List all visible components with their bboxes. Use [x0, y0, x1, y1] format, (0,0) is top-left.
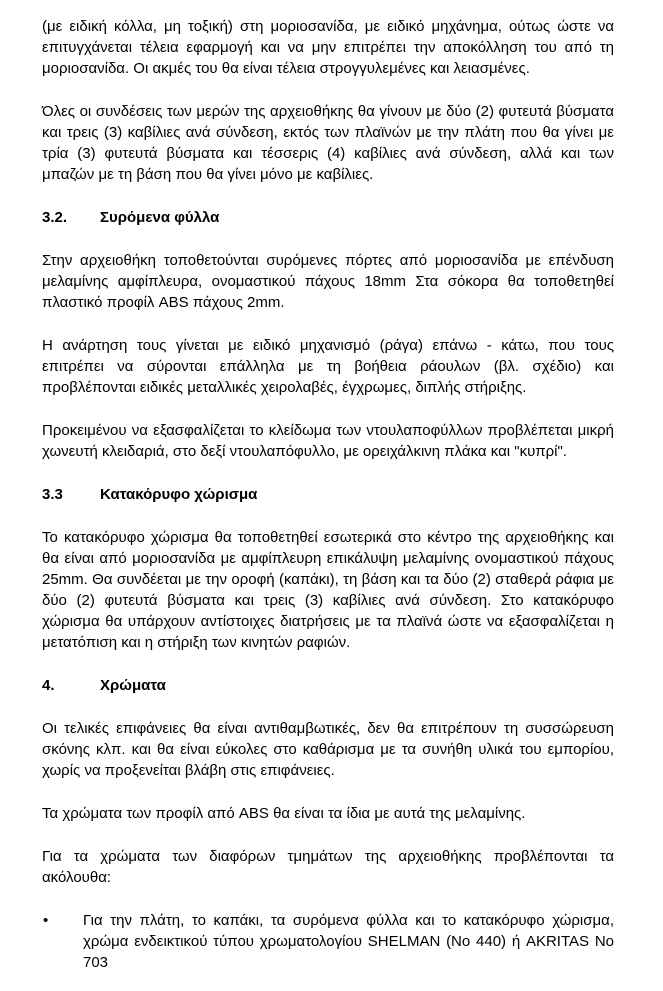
- paragraph-vertical-partition: Το κατακόρυφο χώρισμα θα τοποθετηθεί εσωτερικά στο κέντρο της αρχειοθήκης και θα είναι από μοριοσανίδα με αμφίπλευρη επικάλυψη μελαμίνης ονομαστικού πάχους 25mm. Θα συνδέεται με την οροφή (καπάκι), τη βάση και τα δύο (2) σταθερά ράφια με δύο (2) φυτευτά βύσματα και τρεις (3) καβίλιες ανά σύνδεση. Στο κατακόρυφο χώρισμα θα υπάρχουν αντίστοιχες διατρήσεις με τα πλαϊνά ώστε να εξασφαλίζεται η μετατόπιση και η στήριξη των κινητών ραφιών.: [42, 529, 614, 651]
- section-heading-3-2: [42, 207, 614, 228]
- paragraph-sliding-doors: Στην αρχειοθήκη τοποθετούνται συρόμενες πόρτες από μοριοσανίδα με επένδυση μελαμίνης αμφίπλευρα, ονομαστικού πάχους 18mm Στα σόκορα θα τοποθετηθεί πλαστικό προφίλ ABS πάχους 2mm.: [42, 252, 614, 311]
- paragraph-colors-intro: Για τα χρώματα των διαφόρων τμημάτων της αρχειοθήκης προβλέπονται τα ακόλουθα:: [42, 848, 614, 886]
- section-title: Συρόμενα φύλλα: [100, 209, 220, 226]
- paragraph-abs-colors: Τα χρώματα των προφίλ από ABS θα είναι τα ίδια με αυτά της μελαμίνης.: [42, 805, 526, 822]
- paragraph-connections: Όλες οι συνδέσεις των μερών της αρχειοθήκης θα γίνουν με δύο (2) φυτευτά βύσματα και τρεις (3) καβίλιες ανά σύνδεση, εκτός των πλαϊνών με την πλάτη που θα γίνει με τρία (3) φυτευτά βύσματα και τέσσερις (4) καβίλιες ανά σύνδεση, αλλά και των μπαζών με τη βάση που θα γίνει μόνο με καβίλιες.: [42, 103, 614, 183]
- section-title: Κατακόρυφο χώρισμα: [100, 486, 258, 503]
- document-page: [42, 16, 614, 973]
- section-number: 4.: [42, 677, 55, 694]
- section-heading-4: [42, 675, 614, 696]
- section-number: 3.3: [42, 486, 63, 503]
- bullet-icon: •: [43, 912, 49, 929]
- section-title: Χρώματα: [100, 677, 166, 694]
- section-number: 3.2.: [42, 209, 68, 226]
- paragraph-door-mechanism: Η ανάρτηση τους γίνεται με ειδικό μηχανισμό (ράγα) επάνω - κάτω, που τους επιτρέπει να σύρονται επάλληλα με τη βοήθεια ράουλων (βλ. σχέδιο) και προβλέπονται ειδικές μεταλλικές χειρολαβές, έγχρωμες, διπλής στήριξης.: [42, 337, 614, 396]
- paragraph-edge-banding: (με ειδική κόλλα, μη τοξική) στη μοριοσανίδα, με ειδικό μηχάνημα, ούτως ώστε να επιτυγχάνεται τέλεια εφαρμογή και να μην επιτρέπει την αποκόλληση του από τη μοριοσανίδα. Οι ακμές του θα είναι τέλεια στρογγυλεμένες και λειασμένες.: [42, 18, 614, 77]
- section-heading-3-3: [42, 484, 614, 505]
- list-item-text: Για την πλάτη, το καπάκι, τα συρόμενα φύλλα και το κατακόρυφο χώρισμα, χρώμα ενδεικτικού τύπου χρωματολογίου SHELMAN (No 440) ή AKRITAS No 703: [83, 912, 614, 971]
- list-item: [42, 910, 614, 973]
- paragraph-lock: Προκειμένου να εξασφαλίζεται το κλείδωμα των ντουλαποφύλλων προβλέπεται μικρή χωνευτή κλειδαριά, στο δεξί ντουλαπόφυλλο, με ορειχάλκινη πλάκα και "κυπρί".: [42, 422, 614, 460]
- paragraph-finish-surfaces: Οι τελικές επιφάνειες θα είναι αντιθαμβωτικές, δεν θα επιτρέπουν τη συσσώρευση σκόνης κλπ. και θα είναι εύκολες στο καθάρισμα με τα συνήθη υλικά του εμπορίου, χωρίς να προξενείται βλάβη στις επιφάνειες.: [42, 720, 614, 779]
